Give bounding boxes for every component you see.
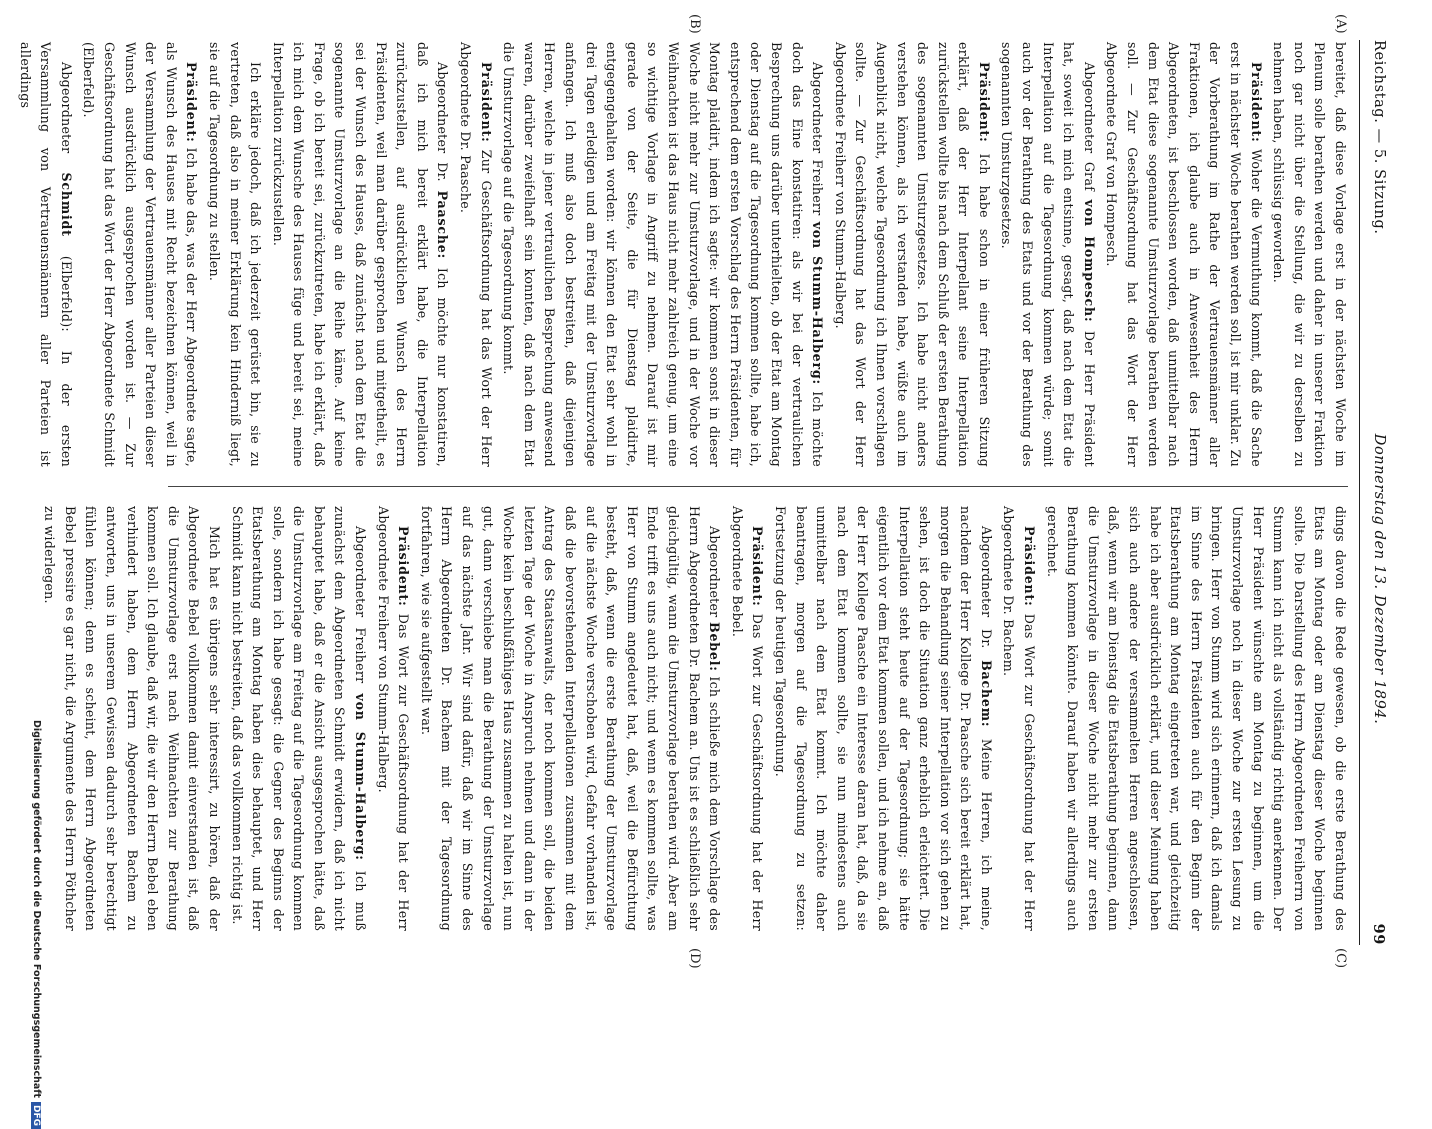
paragraph	[769, 506, 996, 931]
paragraph	[267, 42, 452, 467]
paragraph	[203, 42, 265, 467]
paragraph	[372, 506, 413, 931]
header-rule	[1359, 40, 1360, 945]
header-date: Donnerstag den 13. Dezember 1894.	[1371, 433, 1387, 725]
credit-text: Digitalisierung gefördert durch die Deutsche Forschungsgemeinschaft	[31, 720, 42, 1098]
paragraph	[415, 506, 724, 931]
paragraph	[226, 506, 370, 931]
paragraph-text: Meine Herren, ich meine, nachdem der Herr Kollege Dr. Paasche sich bereit erklärt hat, morgen die Behandlung seiner Interpellation vor sich gehen zu sehen, ist doch die Situation ganz erheblich erleichtert. Die Interpellation steht heute auf der Tagesordnung; sie hätte eigentlich vor dem Etat kommen sollen, und ich nehme an, daß der Herr Kollege Paasche ein Interesse daran hat, daß, da sie nach dem Etat kommen sollte, sie nun mindestens auch unmittelbar nach dem Etat kommt. Ich möchte daher beantragen, morgen auf die Tagesordnung zu setzen: Fortsetzung der heutigen Tagesordnung.	[772, 506, 994, 931]
speaker-lead: Abgeordneter	[707, 526, 723, 618]
speaker-name: Schmidt	[58, 172, 74, 237]
paragraph	[78, 42, 202, 467]
paragraph-text: bereitet, daß diese Vorlage erst in der nächsten Woche im Plenum solle berathen werden und daher in unserer Fraktion noch gar nicht über die Stellung, die wir zu derselben zu nehmen haben, schlüssig geworden.	[1271, 42, 1348, 467]
speaker-name: Paasche:	[435, 190, 451, 260]
paragraph-text: Das Wort zur Geschäftsordnung hat der Herr Abgeordnete Freiherr von Stumm-Halberg.	[375, 506, 412, 931]
paragraph-text: Ich habe schon in einer früheren Sitzung erklärt, daß der Herr Interpellant seine Interpellation zurückstellen wollte bis nach dem Schluß der ersten Berathung des sogenannten Umsturzgesetzes. Ich habe nicht anders verstehen können, als ich verstanden habe, wüßte auch im Augenblick nicht, welche Tagesordnung ich Ihnen vorschlagen sollte. — Zur Geschäftsordnung hat das Wort der Herr Abgeordnete Freiherr von Stumm-Halberg.	[832, 42, 992, 467]
speaker-lead: Abgeordneter Graf	[1081, 62, 1097, 192]
paragraph-text: Der Herr Präsident hat, soweit ich mich entsinne, gesagt, daß nach dem Etat die Interpellation auf die Tagesordnung kommen würde; somit auch vor der Berathung des Etats und vor der Berathung des sogenannten Umsturzgesetzes.	[999, 42, 1097, 467]
right-column	[42, 506, 1350, 932]
speaker-lead: Abgeordneter	[58, 62, 74, 154]
paragraph-text: Ich habe das, was der Herr Abgeordnete sagte, als Wunsch des Hauses mit Recht bezeichnen können, weil in der Versammlung der Vertrauensmänner aller Parteien dieser Wunsch ausdrücklich ausgesprochen worden ist. — Zur Geschäftsordnung hat das Wort der Herr Abgeordnete Schmidt (Elberfeld).	[81, 42, 200, 467]
speaker-name: Präsident:	[396, 526, 412, 607]
speaker-name: Präsident:	[1022, 526, 1038, 607]
speaker-lead: Abgeordneter Dr.	[435, 62, 451, 182]
speaker-name: Bebel:	[707, 622, 723, 672]
paragraph-text: Das Wort zur Geschäftsordnung hat der Herr Abgeordnete Bebel.	[729, 506, 766, 931]
speaker-name: Präsident:	[1248, 62, 1264, 143]
paragraph-text: (Elberfeld): In der ersten Versammlung von Vertrauensmännern aller Parteien ist allerdings	[17, 42, 74, 467]
speaker-name: von Stumm-Halberg:	[353, 693, 369, 861]
paragraph-text: Ich schließe mich dem Vorschlage des Herrn Abgeordneten Dr. Bachem an. Uns ist es schließlich sehr gleichgültig, wann die Umsturzvorlage berathen wird. Aber am Ende trifft es uns auch nicht; und wenn es kommen sollte, was Herr von Stumm angedeutet hat, daß, weil die Befürchtung besteht, daß, wenn die erste Berathung der Umsturzvorlage auf die nächste Woche verschoben wird, Gefahr vorhanden ist, daß die bevorstehenden Interpellationen zusammen mit dem Antrag des Staatsanwalts, der noch kommen soll, die beiden letzten Tage der Woche in Anspruch nehmen und dann in der Woche kein beschlußfähiges Haus zusammen zu halten ist, nun gut, dann verschiebe man die Berathung der Umsturzvorlage auf das nächste Jahr. Wir sind dafür, daß wir im Sinne des Herrn Abgeordneten Dr. Bachem mit der Tagesordnung fortfahren, wie sie aufgestellt war.	[418, 506, 723, 931]
digitization-credit	[31, 720, 42, 1126]
paragraph	[829, 42, 994, 467]
paragraph	[1041, 506, 1350, 931]
margin-marker-b: (B)	[687, 14, 702, 34]
speaker-lead: Abgeordneter Freiherr	[353, 526, 369, 684]
paragraph-text: Mich hat es übrigens sehr interessirt, zu hören, daß der Abgeordnete Bebel vollkommen damit einverstanden ist, daß die Umsturzvorlage erst nach Weihnachten zur Berathung kommen soll. Ich glaube, daß wir, die wir den Herrn Bebel eben verhindert haben, dem Herrn Abgeordneten Bachem zu antworten, uns in unserem Gewissen dadurch sehr berechtigt fühlen können; denn es scheint, dem Herrn Abgeordneten Bebel pressire es gar nicht, die Argumente des Herrn Pöthcher zu widerlegen.	[42, 506, 222, 932]
paragraph	[1268, 42, 1350, 467]
speaker-name: von Stumm-Halberg:	[810, 221, 826, 385]
paragraph-text: Ich muß zunächst dem Abgeordneten Schmidt erwidern, daß ich nicht behauptet habe, daß er die Ansicht ausgesprochen hätte, daß die Umsturzvorlage am Freitag auf die Tagesordnung kommen solle, sondern ich habe gesagt: die Gegner des Beginns der Etatsberathung am Montag haben dies behauptet, und Herr Schmidt kann nicht bestreiten, daß das vollkommen richtig ist.	[229, 506, 369, 931]
speaker-name: Präsident:	[976, 62, 992, 143]
speaker-lead: Abgeordneter Freiherr	[810, 62, 826, 216]
margin-marker-a: (A)	[1333, 14, 1348, 34]
column-divider	[168, 486, 1348, 487]
speaker-name: von Hompesch:	[1081, 199, 1097, 323]
running-header	[1364, 40, 1394, 945]
paragraph	[998, 506, 1039, 931]
paragraph-text: Ich möchte nur konstatiren, daß ich mich bereit erklärt habe, die Interpellation zurückzustellen, auf ausdrücklichen Wunsch des Herrn Präsidenten, weil man darüber gesprochen und mitgetheilt, es sei der Wunsch des Hauses, daß zunächst nach dem Etat die sogenannte Umsturzvorlage an die Reihe käme. Auf keine Frage, ob ich bereit sei, zurückzutreten, habe ich erklärt, daß ich mich dem Wunsche des Hauses füge und bereit sei, meine Interpellation zurückzustellen.	[270, 42, 451, 467]
speaker-name: Präsident:	[478, 62, 494, 143]
margin-marker-d: (D)	[687, 948, 702, 969]
paragraph	[996, 42, 1099, 467]
paragraph	[726, 506, 767, 931]
left-column	[17, 42, 1350, 467]
header-left: Reichstag. — 5. Sitzung.	[1371, 40, 1387, 235]
page-number: 99	[1370, 923, 1388, 945]
speaker-lead: Abgeordneter Dr.	[978, 526, 994, 649]
paragraph	[454, 42, 495, 467]
speaker-name: Präsident:	[184, 62, 200, 143]
paragraph	[498, 42, 828, 467]
paragraph-text: Ich möchte doch das Eine konstatiren: als wir bei der vertraulichen Besprechung uns darüber unterhielten, ob der Etat am Montag oder Dienstag auf die Tagesordnung kommen sollte, habe ich, entsprechend dem ersten Vorschlag des Herrn Präsidenten, für Montag plaidirt, indem ich sagte: wir kommen sonst in dieser Woche nicht mehr zur Umsturzvorlage, und in der Woche vor Weihnachten ist das Haus nicht mehr zahlreich genug, um eine so wichtige Vorlage in Angriff zu nehmen. Darauf ist mir gerade von der Seite, die für Dienstag plaidirte, entgegengehalten worden: wir können den Etat sehr wohl in drei Tagen erledigen und am Freitag mit der Umsturzvorlage anfangen. Ich muß also doch bestreiten, daß diejenigen Herren, welche in jener vertraulichen Besprechung anwesend waren, darüber zweifelhaft sein konnten, daß nach dem Etat die Umsturzvorlage auf die Tagesordnung kommt.	[501, 42, 826, 467]
paragraph-text: Das Wort zur Geschäftsordnung hat der Herr Abgeordnete Dr. Bachem.	[1001, 506, 1038, 931]
paragraph	[14, 42, 76, 467]
paragraph	[1101, 42, 1266, 467]
paragraph-text: Ich erkläre jedoch, daß ich jederzeit gerüstet bin, sie zu vertreten, daß also in meiner Erklärung kein Hinderniß liegt, sie auf die Tagesordnung zu stellen.	[206, 42, 264, 467]
margin-marker-c: (C)	[1333, 948, 1348, 969]
speaker-name: Präsident:	[750, 526, 766, 607]
paragraph-text: dings davon die Rede gewesen, ob die erste Berathung des Etats am Montag oder am Dienstag dieser Woche beginnen sollte. Die Darstellung des Herrn Abgeordneten Freiherrn von Stumm kann ich nicht als vollständig richtig anerkennen. Der Herr Präsident wünschte am Montag zu beginnen, um die Umsturzvorlage noch in dieser Woche zur ersten Lesung zu bringen. Herr von Stumm wird sich erinnern, daß ich damals im Sinne des Herrn Präsidenten auch für den Beginn der Etatsberathung am Montag eingetreten war, und gleichzeitig habe ich aber ausdrücklich erklärt, und dieser Meinung haben sich auch andere der versammelten Herren angeschlossen, daß, wenn wir am Dienstag die Etatsberathung beginnen, dann die Umsturzvorlage in dieser Woche nicht mehr zur ersten Berathung kommen könnte. Darauf haben wir allerdings auch gerechnet.	[1044, 506, 1348, 931]
paragraph-text: Woher die Vermuthung kommt, daß die Sache erst in nächster Woche berathen werden soll, ist mir unklar. Zu der Vorberathung im Rathe der Vertrauensmänner aller Fraktionen, ich glaube auch in Anwesenheit des Herrn Abgeordneten, ist beschlossen worden, daß unmittelbar nach dem Etat diese sogenannte Umsturzvorlage berathen werden soll. — Zur Geschäftsordnung hat das Wort der Herr Abgeordnete Graf von Hompesch.	[1104, 42, 1264, 467]
paragraph	[39, 506, 224, 931]
speaker-name: Bachem:	[978, 660, 994, 728]
paragraph-text: Zur Geschäftsordnung hat das Wort der Herr Abgeordnete Dr. Paasche.	[458, 42, 494, 467]
dfg-logo: DFG	[31, 1102, 41, 1129]
